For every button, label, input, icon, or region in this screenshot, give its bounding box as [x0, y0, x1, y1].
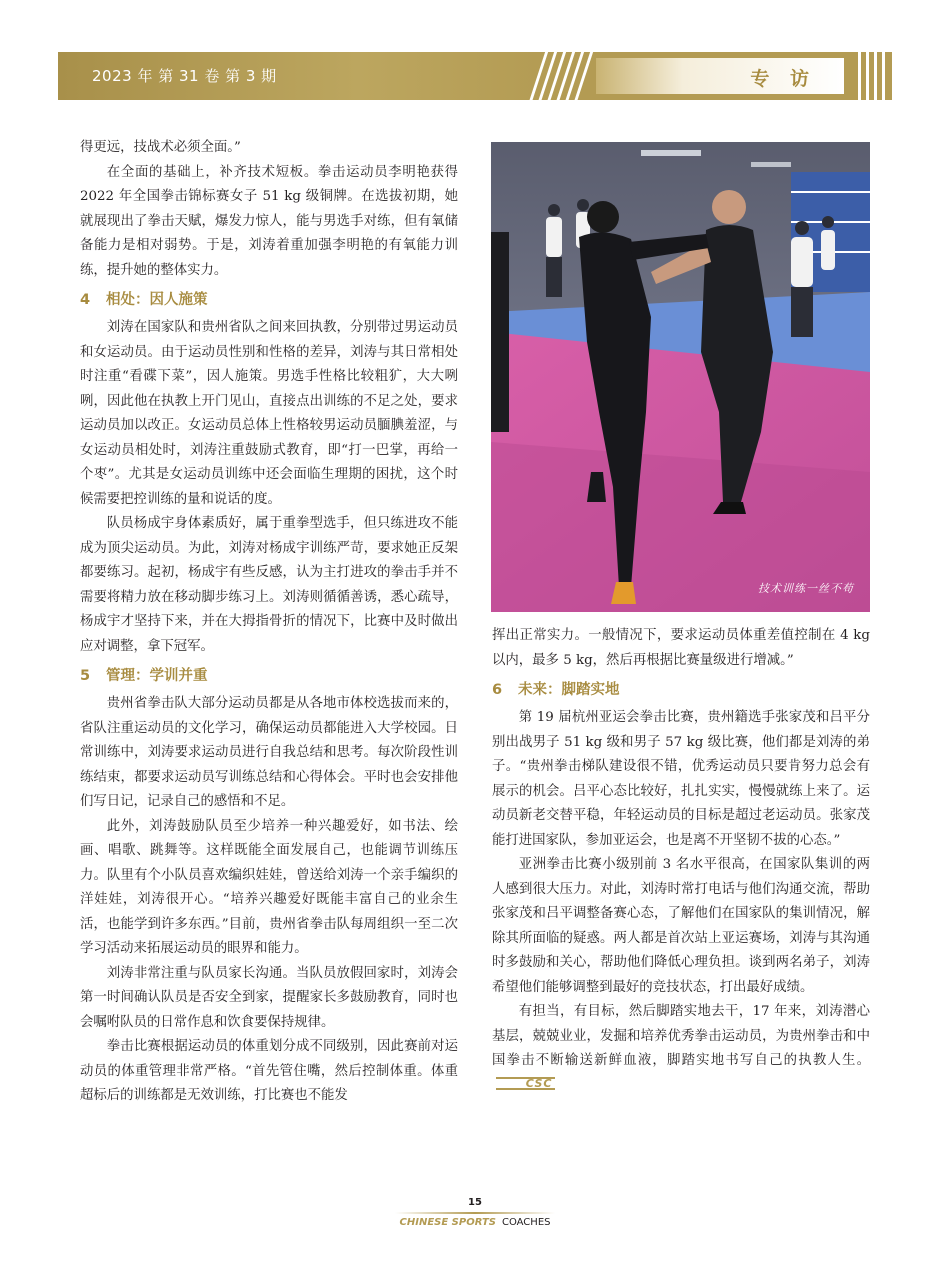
journal-name-a: CHINESE SPORTS — [399, 1217, 496, 1228]
paragraph-final — [492, 1000, 870, 1098]
training-photo-illustration — [491, 142, 870, 612]
page-header — [58, 52, 892, 100]
photo-caption: 技术训练一丝不苟 — [758, 582, 854, 595]
paragraph: 此外，刘涛鼓励队员至少培养一种兴趣爱好，如书法、绘画、唱歌、跳舞等。这样既能全面发展自己，也能调节训练压力。队里有个小队员喜欢编织娃娃，曾送给刘涛一个亲手编织的洋娃娃，刘涛很开心。“培养兴趣爱好既能丰富自己的业余生活，也能学到许多东西。”目前，贵州省拳击队每周组织一至二次学习活动来拓展运动员的眼界和能力。 — [80, 818, 458, 956]
right-column — [492, 624, 870, 1098]
page-number: 15 — [468, 1197, 482, 1208]
paragraph: 第 19 届杭州亚运会拳击比赛，贵州籍选手张家茂和吕平分别出战男子 51 kg 级和男子 57 kg 级比赛，他们都是刘涛的弟子。“贵州拳击梯队建设很不错，优秀运动员只要肯努力总会有展示的机会。吕平心态比较好，扎扎实实，慢慢就练上来了。运动员新老交替平稳，年轻运动员的目标是超过老运动员。张家茂能打进国家队，参加亚运会，也是离不开坚韧不拔的心态。” — [492, 710, 870, 848]
paragraph: 刘涛在国家队和贵州省队之间来回执教，分别带过男运动员和女运动员。由于运动员性别和性格的差异，刘涛与其日常相处时注重“看碟下菜”，因人施策。男选手性格比较粗犷，大大咧咧，因此他在执教上开门见山，直接点出训练的不足之处，要求运动员加以改正。女运动员总体上性格较男运动员腼腆羞涩，与女运动员相处时，刘涛注重鼓励式教育，即“打一巴掌，再给一个枣”。尤其是女运动员训练中还会面临生理期的困扰，这个时候需要把控训练的量和说话的度。 — [80, 320, 458, 507]
paragraph: 得更远，技战术必须全面。” — [80, 140, 241, 155]
left-column — [80, 136, 458, 1109]
paragraph: 贵州省拳击队大部分运动员都是从各地市体校选拔而来的，省队注重运动员的文化学习，确保运动员都能进入大学校园。日常训练中，刘涛要求运动员进行自我总结和思考。每次阶段性训练结束，都要求运动员写训练总结和心得体会。平时也会安排他们写日记，记录自己的感悟和不足。 — [80, 696, 458, 809]
header-bars — [854, 52, 892, 100]
heading-title: 未来：脚踏实地 — [518, 682, 620, 698]
issue-info: 2023 年 第 31 卷 第 3 期 — [92, 67, 277, 85]
paragraph: 拳击比赛根据运动员的体重划分成不同级别，因此赛前对运动员的体重管理非常严格。“首先管住嘴，然后控制体重。体重超标后的训练都是无效训练，打比赛也不能发 — [80, 1039, 458, 1103]
paragraph: 队员杨成宇身体素质好，属于重拳型选手，但只练进攻不能成为顶尖运动员。为此，刘涛对杨成宇训练严苛，要求她正反架都要练习。起初，杨成宇有些反感，认为主打进攻的拳击手并不需要将精力放在移动脚步练习上。刘涛则循循善诱，悉心疏导，杨成宇才坚持下来，并在大拇指骨折的情况下，比赛中及时做出应对调整，拿下冠军。 — [80, 516, 458, 654]
paragraph: 亚洲拳击比赛小级别前 3 名水平很高，在国家队集训的两人感到很大压力。对此，刘涛时常打电话与他们沟通交流，帮助张家茂和吕平调整备赛心态，了解他们在国家队的集训情况，解除其所面临的疑惑。两人都是首次站上亚运赛场，刘涛与其沟通时多鼓励和关心，帮助他们降低心理负担。谈到两名弟子，刘涛希望他们能够调整到最好的竞技状态，打出最好成绩。 — [492, 857, 870, 995]
csc-end-logo: CSC — [496, 1077, 555, 1090]
heading-number: 5 — [80, 668, 91, 684]
heading-number: 4 — [80, 292, 91, 308]
paragraph: 挥出正常实力。一般情况下，要求运动员体重差值控制在 4 kg 以内，最多 5 kg，然后再根据比赛量级进行增减。” — [492, 628, 870, 668]
heading-title: 管理：学训并重 — [106, 668, 208, 684]
paragraph: 刘涛非常注重与队员家长沟通。当队员放假回家时，刘涛会第一时间确认队员是否安全到家，提醒家长多鼓励教育，同时也会嘱咐队员的日常作息和饮食要保持规律。 — [80, 965, 458, 1030]
section-heading-6 — [492, 678, 870, 702]
journal-name — [0, 1217, 950, 1228]
section-heading-4 — [80, 288, 458, 312]
footer-rule — [395, 1212, 555, 1214]
section-label-box — [596, 58, 844, 94]
heading-number: 6 — [492, 682, 503, 698]
journal-name-b: COACHES — [501, 1217, 551, 1228]
paragraph: 在全面的基础上，补齐技术短板。拳击运动员李明艳获得 2022 年全国拳击锦标赛女子 51 kg 级铜牌。在选拔初期，她就展现出了拳击天赋，爆发力惊人，能与男选手对练，但有氧储备能力是相对弱势。于是，刘涛着重加强李明艳的有氧能力训练，提升她的整体实力。 — [80, 164, 458, 278]
paragraph-text: 有担当，有目标，然后脚踏实地去干，17 年来，刘涛潜心基层，兢兢业业，发掘和培养优秀拳击运动员，为贵州拳击和中国拳击不断输送新鲜血液，脚踏实地书写自己的执教人生。 — [492, 1004, 870, 1068]
section-label: 专 访 — [750, 68, 816, 90]
heading-title: 相处：因人施策 — [106, 292, 208, 308]
section-heading-5 — [80, 664, 458, 688]
header-stripes — [533, 52, 593, 100]
training-photo — [491, 142, 870, 612]
